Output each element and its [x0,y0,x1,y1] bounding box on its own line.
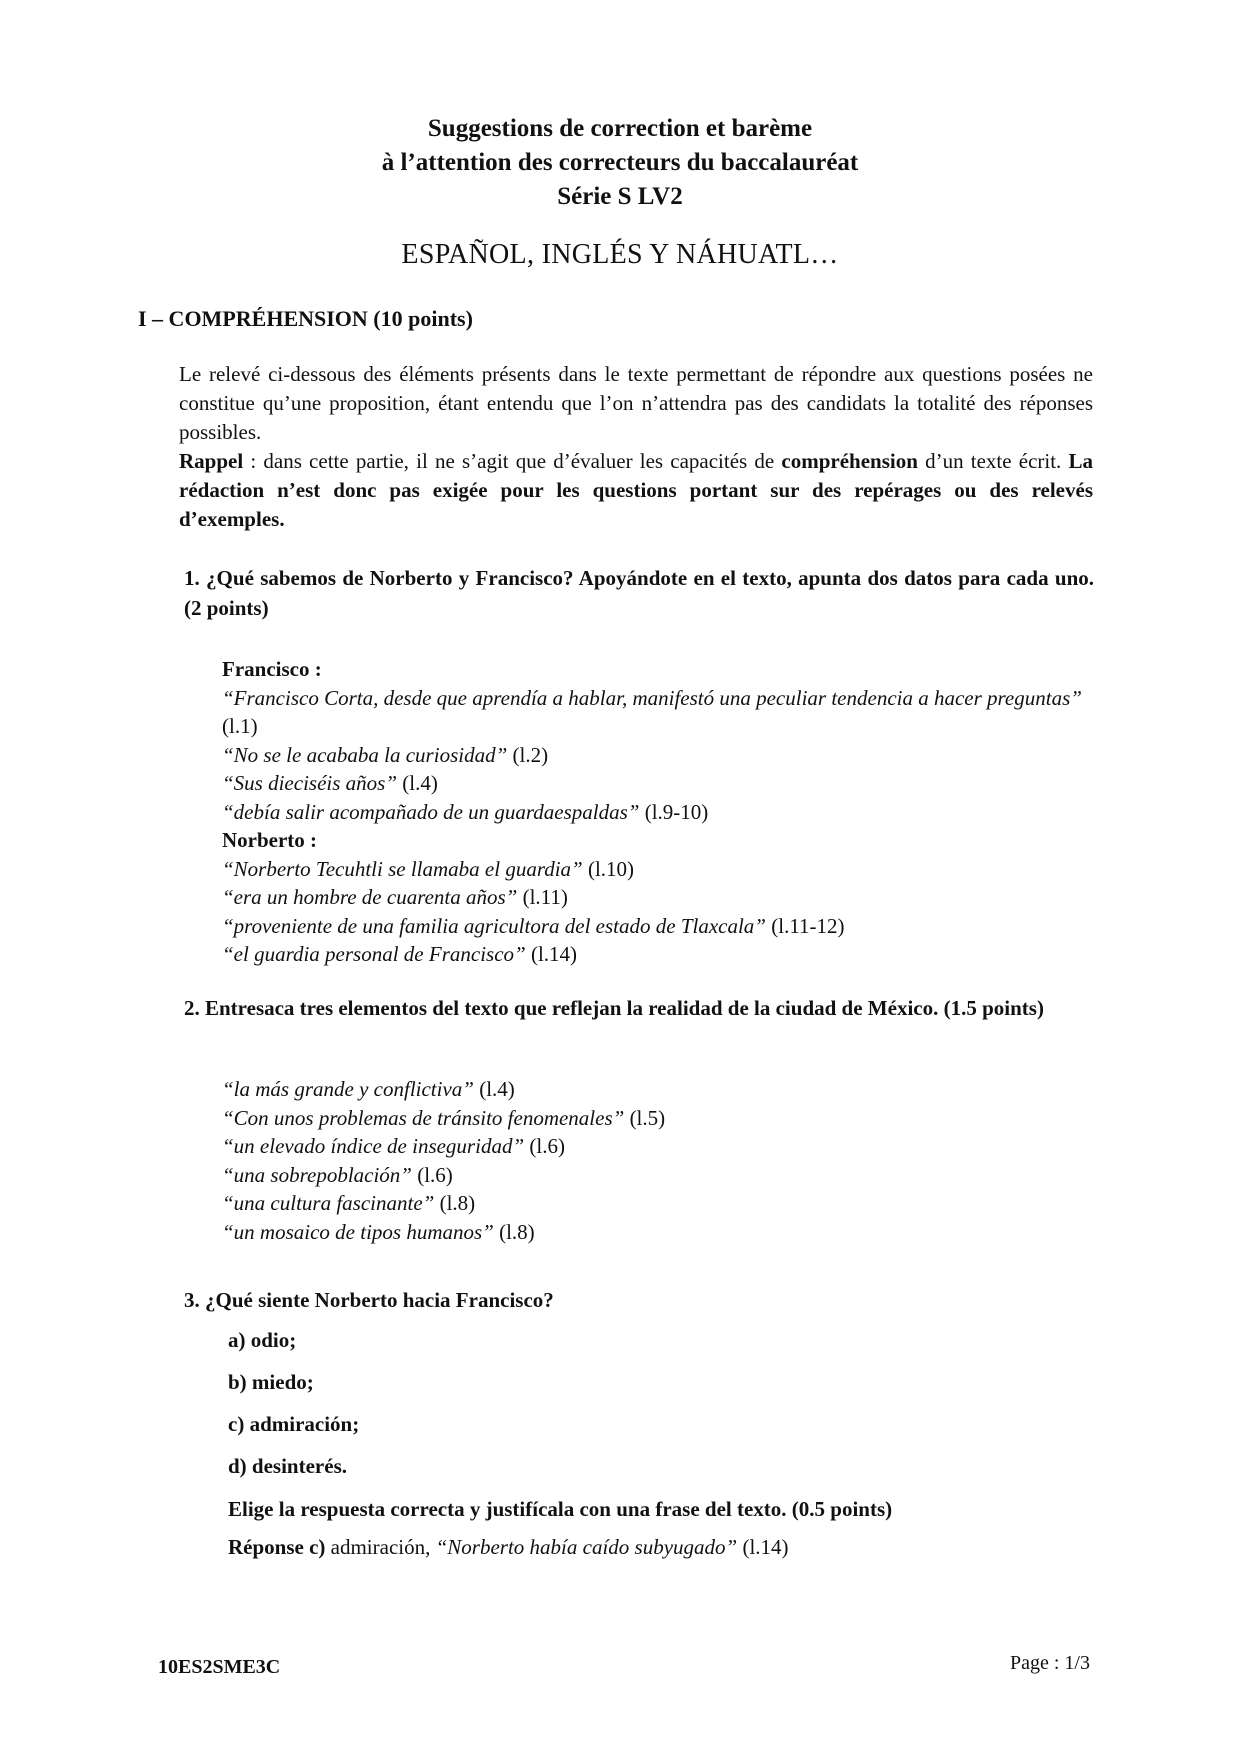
page-number: Page : 1/3 [1010,1652,1090,1674]
header-line-3: Série S LV2 [557,183,683,210]
question-3-options [228,1319,1094,1566]
answer-ref: (l.4) [397,771,438,795]
option-d: d) desinterés. [228,1454,347,1478]
answer-ref: (l.6) [524,1134,565,1158]
answer-quote: “era un hombre de cuarenta años” [222,885,518,909]
answer-ref: (l.14) [525,942,578,966]
rappel-label: Rappel [179,449,244,473]
answer-item [222,883,1094,912]
answer-quote: “la más grande y conflictiva” [222,1077,474,1101]
answer-item [222,741,1094,770]
answer-item [222,855,1094,884]
subject-title: ESPAÑOL, INGLÉS Y NÁHUATL… [401,239,839,270]
answer-item [222,1218,1094,1247]
answer-item [222,1104,1094,1133]
answer-quote: “Norberto Tecuhtli se llamaba el guardia” [222,856,583,881]
question-3-answer [228,1528,1094,1566]
header-line-1: Suggestions de correction et barème [427,115,813,142]
question-2: 2. Entresaca tres elementos del texto que reflejan la realidad de la ciudad de México. (1.5 points) [184,996,1044,1020]
answer-quote: “Sus dieciséis años” [222,771,398,795]
answer-ref: (l.10) [582,856,635,881]
answer-quote: “proveniente de una familia agricultora del estado de Tlaxcala” [222,913,766,938]
question-3-instruction: Elige la respuesta correcta y justifícala con una frase del texto. (0.5 points) [228,1497,893,1521]
answer-ref: (l.6) [411,1162,453,1187]
question-2-answers [222,1075,1094,1246]
answer-quote: “Norberto había caído subyugado” [435,1535,738,1559]
intro-text-1: Le relevé ci-dessous des éléments présents dans le texte permettant de répondre aux questions posées ne constitue qu’une proposition, étant entendu que l’on n’attendra pas des candidats la totalité des réponses possibles. [179,362,1093,444]
answer-item [222,684,1094,741]
answer-quote: “un mosaico de tipos humanos” [222,1219,494,1244]
question-1: 1. ¿Qué sabemos de Norberto y Francisco? Apoyándote en el texto, apunta dos datos para cada uno. (2 points) [184,566,1094,620]
francisco-label: Francisco : [222,657,322,681]
intro-paragraph [179,360,1093,534]
option-c: c) admiración; [228,1412,360,1436]
norberto-label: Norberto : [222,828,318,852]
answer-ref: (l.9-10) [639,799,709,824]
answer-quote: “una sobrepoblación” [222,1162,412,1187]
answer-quote: “No se le acababa la curiosidad” [222,742,508,767]
answer-ref: (l.4) [473,1077,515,1101]
header-line-2: à l’attention des correcteurs du baccalauréat [381,149,859,176]
document-code: 10ES2SME3C [158,1656,281,1678]
answer-quote: “Francisco Corta, desde que aprendía a hablar, manifestó una peculiar tendencia a hacer preguntas” [222,685,1082,710]
intro-text-2d: La rédaction n’est donc pas exigée pour les questions portant sur des repérages ou des relevés d’exemples. [179,449,1094,531]
answer-ref: (l.1) [222,714,258,738]
answer-quote: “una cultura fascinante” [222,1191,435,1215]
document-header [0,112,1240,214]
answer-ref: (l.2) [507,742,549,767]
option-a: a) odio; [228,1328,297,1352]
answer-item [222,1075,1094,1104]
answer-label: Réponse c) [228,1535,326,1559]
answer-ref: (l.8) [434,1191,476,1215]
answer-quote: “un elevado índice de inseguridad” [222,1134,525,1158]
intro-text-2a: : dans cette partie, il ne s’agit que d’évaluer les capacités de [243,449,782,473]
answer-item [222,769,1094,798]
question-1-answers [222,655,1094,969]
answer-item [222,912,1094,941]
section-title: I – COMPRÉHENSION (10 points) [138,306,473,331]
answer-ref: (l.8) [493,1219,535,1244]
answer-quote: “Con unos problemas de tránsito fenomenales” [222,1105,625,1130]
answer-ref: (l.5) [624,1105,666,1130]
answer-ref: (l.11) [517,885,568,909]
answer-item [222,798,1094,827]
option-b: b) miedo; [228,1370,314,1394]
question-3: 3. ¿Qué siente Norberto hacia Francisco? [184,1288,554,1312]
answer-text: admiración, [325,1535,436,1559]
intro-text-2c: d’un texte écrit. [917,449,1069,473]
answer-item [222,1132,1094,1161]
answer-quote: “debía salir acompañado de un guardaespaldas” [222,799,640,824]
answer-item [222,1189,1094,1218]
answer-quote: “el guardia personal de Francisco” [222,942,526,966]
answer-item [222,940,1094,969]
answer-item [222,1161,1094,1190]
answer-ref: (l.14) [737,1535,789,1559]
answer-ref: (l.11-12) [766,913,845,938]
intro-text-2b: compréhension [781,449,918,473]
